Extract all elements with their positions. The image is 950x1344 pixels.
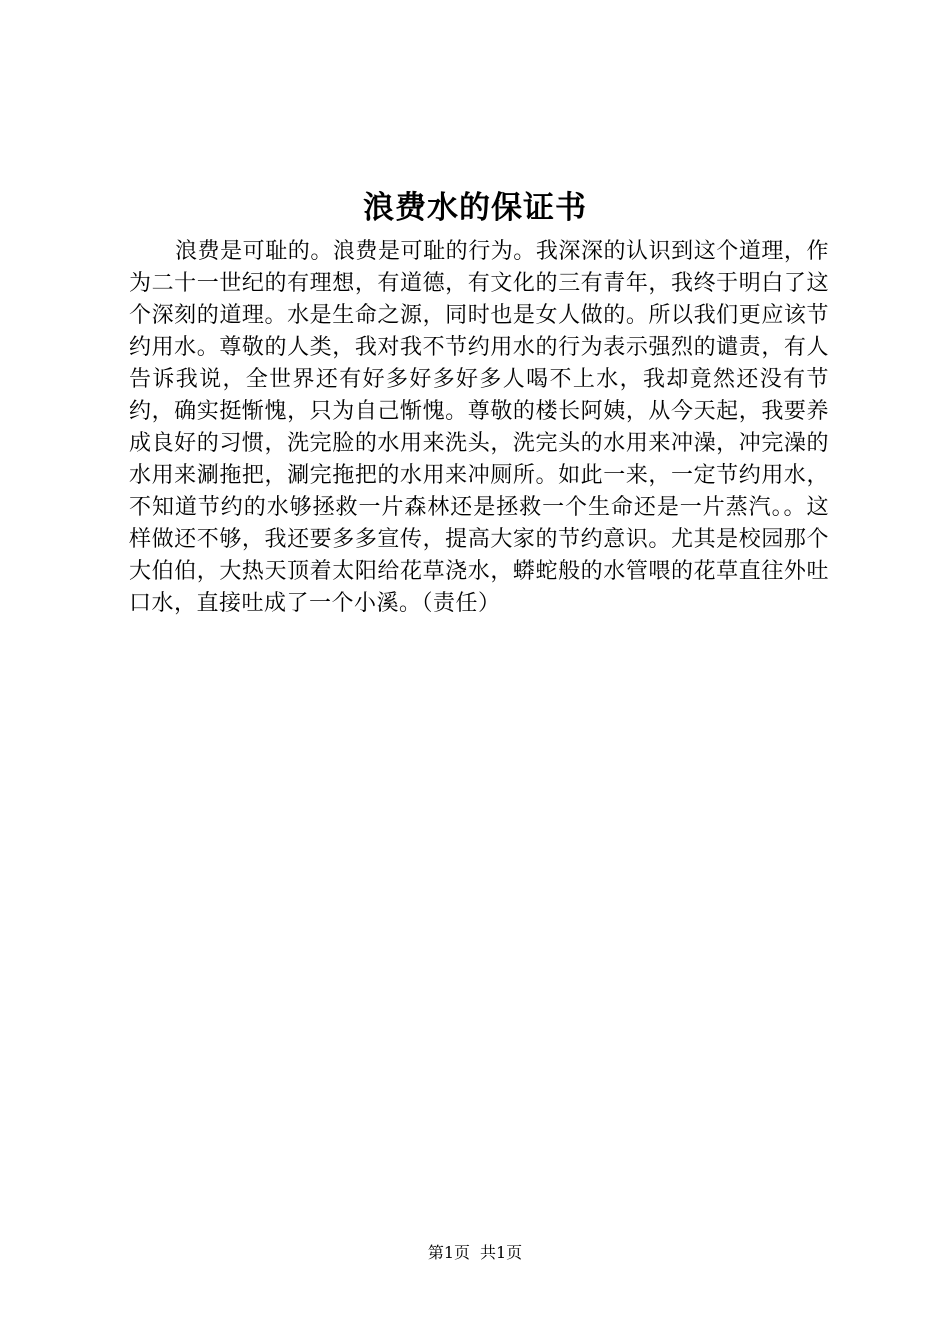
document-body-paragraph: 浪费是可耻的。浪费是可耻的行为。我深深的认识到这个道理，作为二十一世纪的有理想，有道德，有文化的三有青年，我终于明白了这个深刻的道理。水是生命之源，同时也是女人做的。所以我们更应该节约用水。尊敬的人类，我对我不节约用水的行为表示强烈的谴责，有人告诉我说，全世界还有好多好多好多人喝不上水，我却竟然还没有节约，确实挺惭愧，只为自己惭愧。尊敬的楼长阿姨，从今天起，我要养成良好的习惯，洗完脸的水用来洗头，洗完头的水用来冲澡，冲完澡的水用来涮拖把，涮完拖把的水用来冲厕所。如此一来，一定节约用水，不知道节约的水够拯救一片森林还是拯救一个生命还是一片蒸汽。。这样做还不够，我还要多多宣传，提高大家的节约意识。尤其是校园那个大伯伯，大热天顶着太阳给花草浇水，蟒蛇般的水管喂的花草直往外吐口水，直接吐成了一个小溪。（责任） — [129, 239, 829, 616]
document-title: 浪费水的保证书 — [363, 190, 587, 226]
page-number-total: 共1页 — [480, 1243, 523, 1262]
page-number-current: 第1页 — [427, 1243, 470, 1262]
page-footer — [0, 1243, 950, 1263]
